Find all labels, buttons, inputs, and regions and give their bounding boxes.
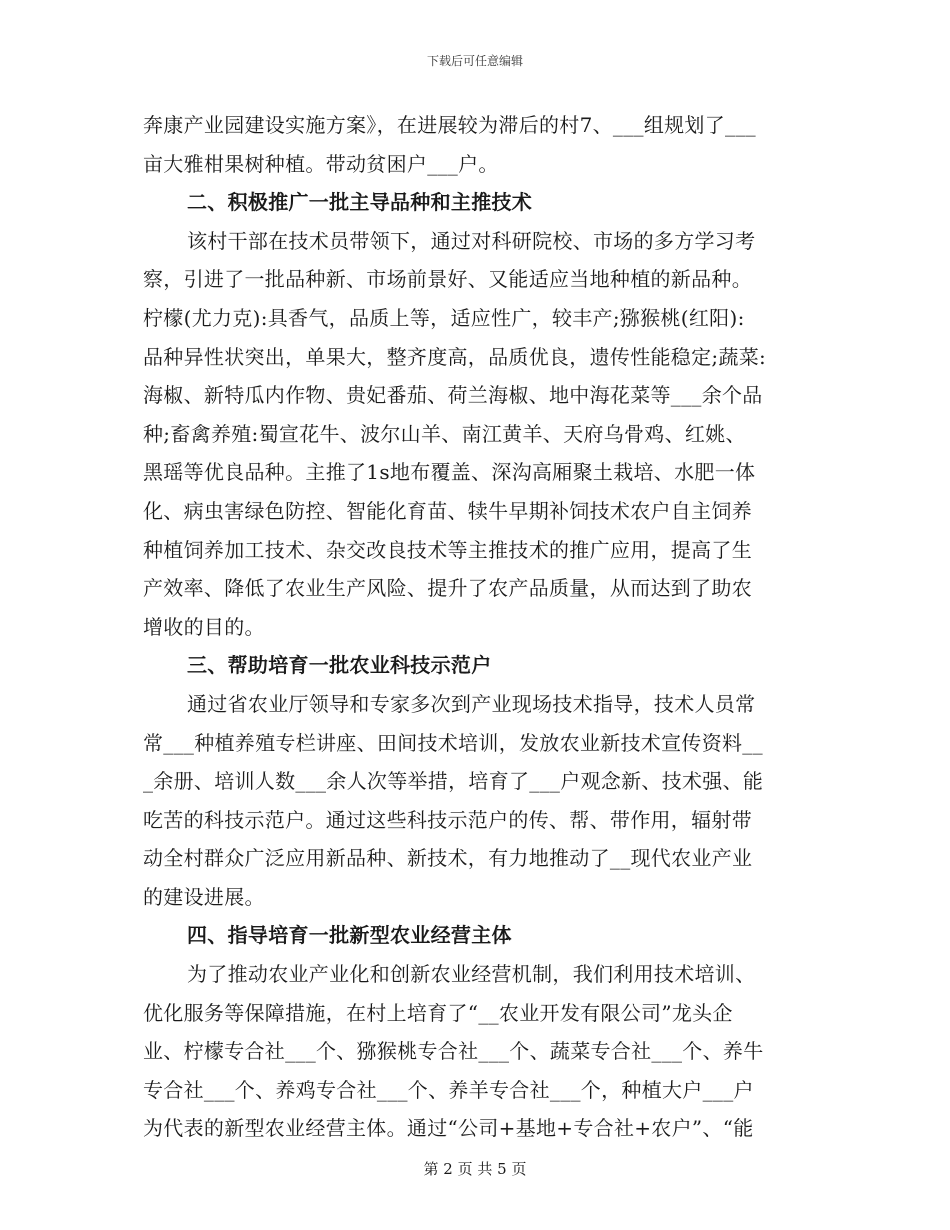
paragraph-line: 业、柠檬专合社___个、猕猴桃专合社___个、蔬菜专合社___个、养牛 [143,1039,764,1064]
document-body [143,106,811,1148]
paragraph-line: 种;畜禽养殖:蜀宣花牛、波尔山羊、南江黄羊、天府乌骨鸡、红姚、 [143,421,746,446]
paragraph-line: 黑瑶等优良品种。主推了1s地布覆盖、深沟高厢聚土栽培、水肥一体 [143,460,756,485]
paragraph-line: 亩大雅柑果树种植。带动贫困户___户。 [143,151,499,176]
paragraph-line: 动全村群众广泛应用新品种、新技术，有力地推动了__现代农业产业 [143,846,753,871]
section-heading: 二、积极推广一批主导品种和主推技术 [187,190,533,215]
paragraph-line: 为了推动农业产业化和创新农业经营机制，我们利用技术培训、 [187,962,756,987]
paragraph-line: 专合社___个、养鸡专合社___个、养羊专合社___个，种植大户___户 [143,1077,754,1102]
paragraph-line: 奔康产业园建设实施方案》，在进展较为滞后的村7、___组规划了___ [143,113,756,137]
paragraph-line: 海椒、新特瓜内作物、贵妃番茄、荷兰海椒、地中海花菜等___余个品 [143,383,763,408]
section-heading: 四、指导培育一批新型农业经营主体 [187,923,512,948]
paragraph-line: 吃苦的科技示范户。通过这些科技示范户的传、帮、带作用，辐射带 [143,807,752,832]
paragraph-line: 柠檬(尤力克):具香气，品质上等，适应性广，较丰产;猕猴桃(红阳): [143,305,745,330]
page-header: 下载后可任意编辑 [426,54,523,68]
paragraph-line: 品种异性状突出，单果大，整齐度高，品质优良，遗传性能稳定;蔬菜: [143,344,767,369]
paragraph-line: 化、病虫害绿色防控、智能化育苗、犊牛早期补饲技术农户自主饲养 [143,498,752,523]
paragraph-line: 常___种植养殖专栏讲座、田间技术培训，发放农业新技术宣传资料__ [143,730,763,755]
paragraph-line: 产效率、降低了农业生产风险、提升了农产品质量，从而达到了助农 [143,576,752,601]
paragraph-line: 的建设进展。 [143,884,265,909]
paragraph-line: _余册、培训人数___余人次等举措，培育了___户观念新、技术强、能 [143,769,764,794]
paragraph-line: 该村干部在技术员带领下，通过对科研院校、市场的多方学习考 [187,228,756,253]
paragraph-line: 通过省农业厅领导和专家多次到产业现场技术指导，技术人员常 [187,691,756,716]
paragraph-line: 优化服务等保障措施，在村上培育了“__农业开发有限公司”龙头企 [143,1000,733,1025]
section-heading: 三、帮助培育一批农业科技示范户 [187,653,492,678]
paragraph-line: 察，引进了一批品种新、市场前景好、又能适应当地种植的新品种。 [143,267,752,292]
page-number-footer: 第 2 页 共 5 页 [423,1160,527,1178]
paragraph-line: 种植饲养加工技术、杂交改良技术等主推技术的推广应用，提高了生 [143,537,752,562]
paragraph-line: 为代表的新型农业经营主体。通过“公司+基地+专合社+农户”、“能 [143,1116,754,1141]
paragraph-line: 增收的目的。 [143,614,265,639]
